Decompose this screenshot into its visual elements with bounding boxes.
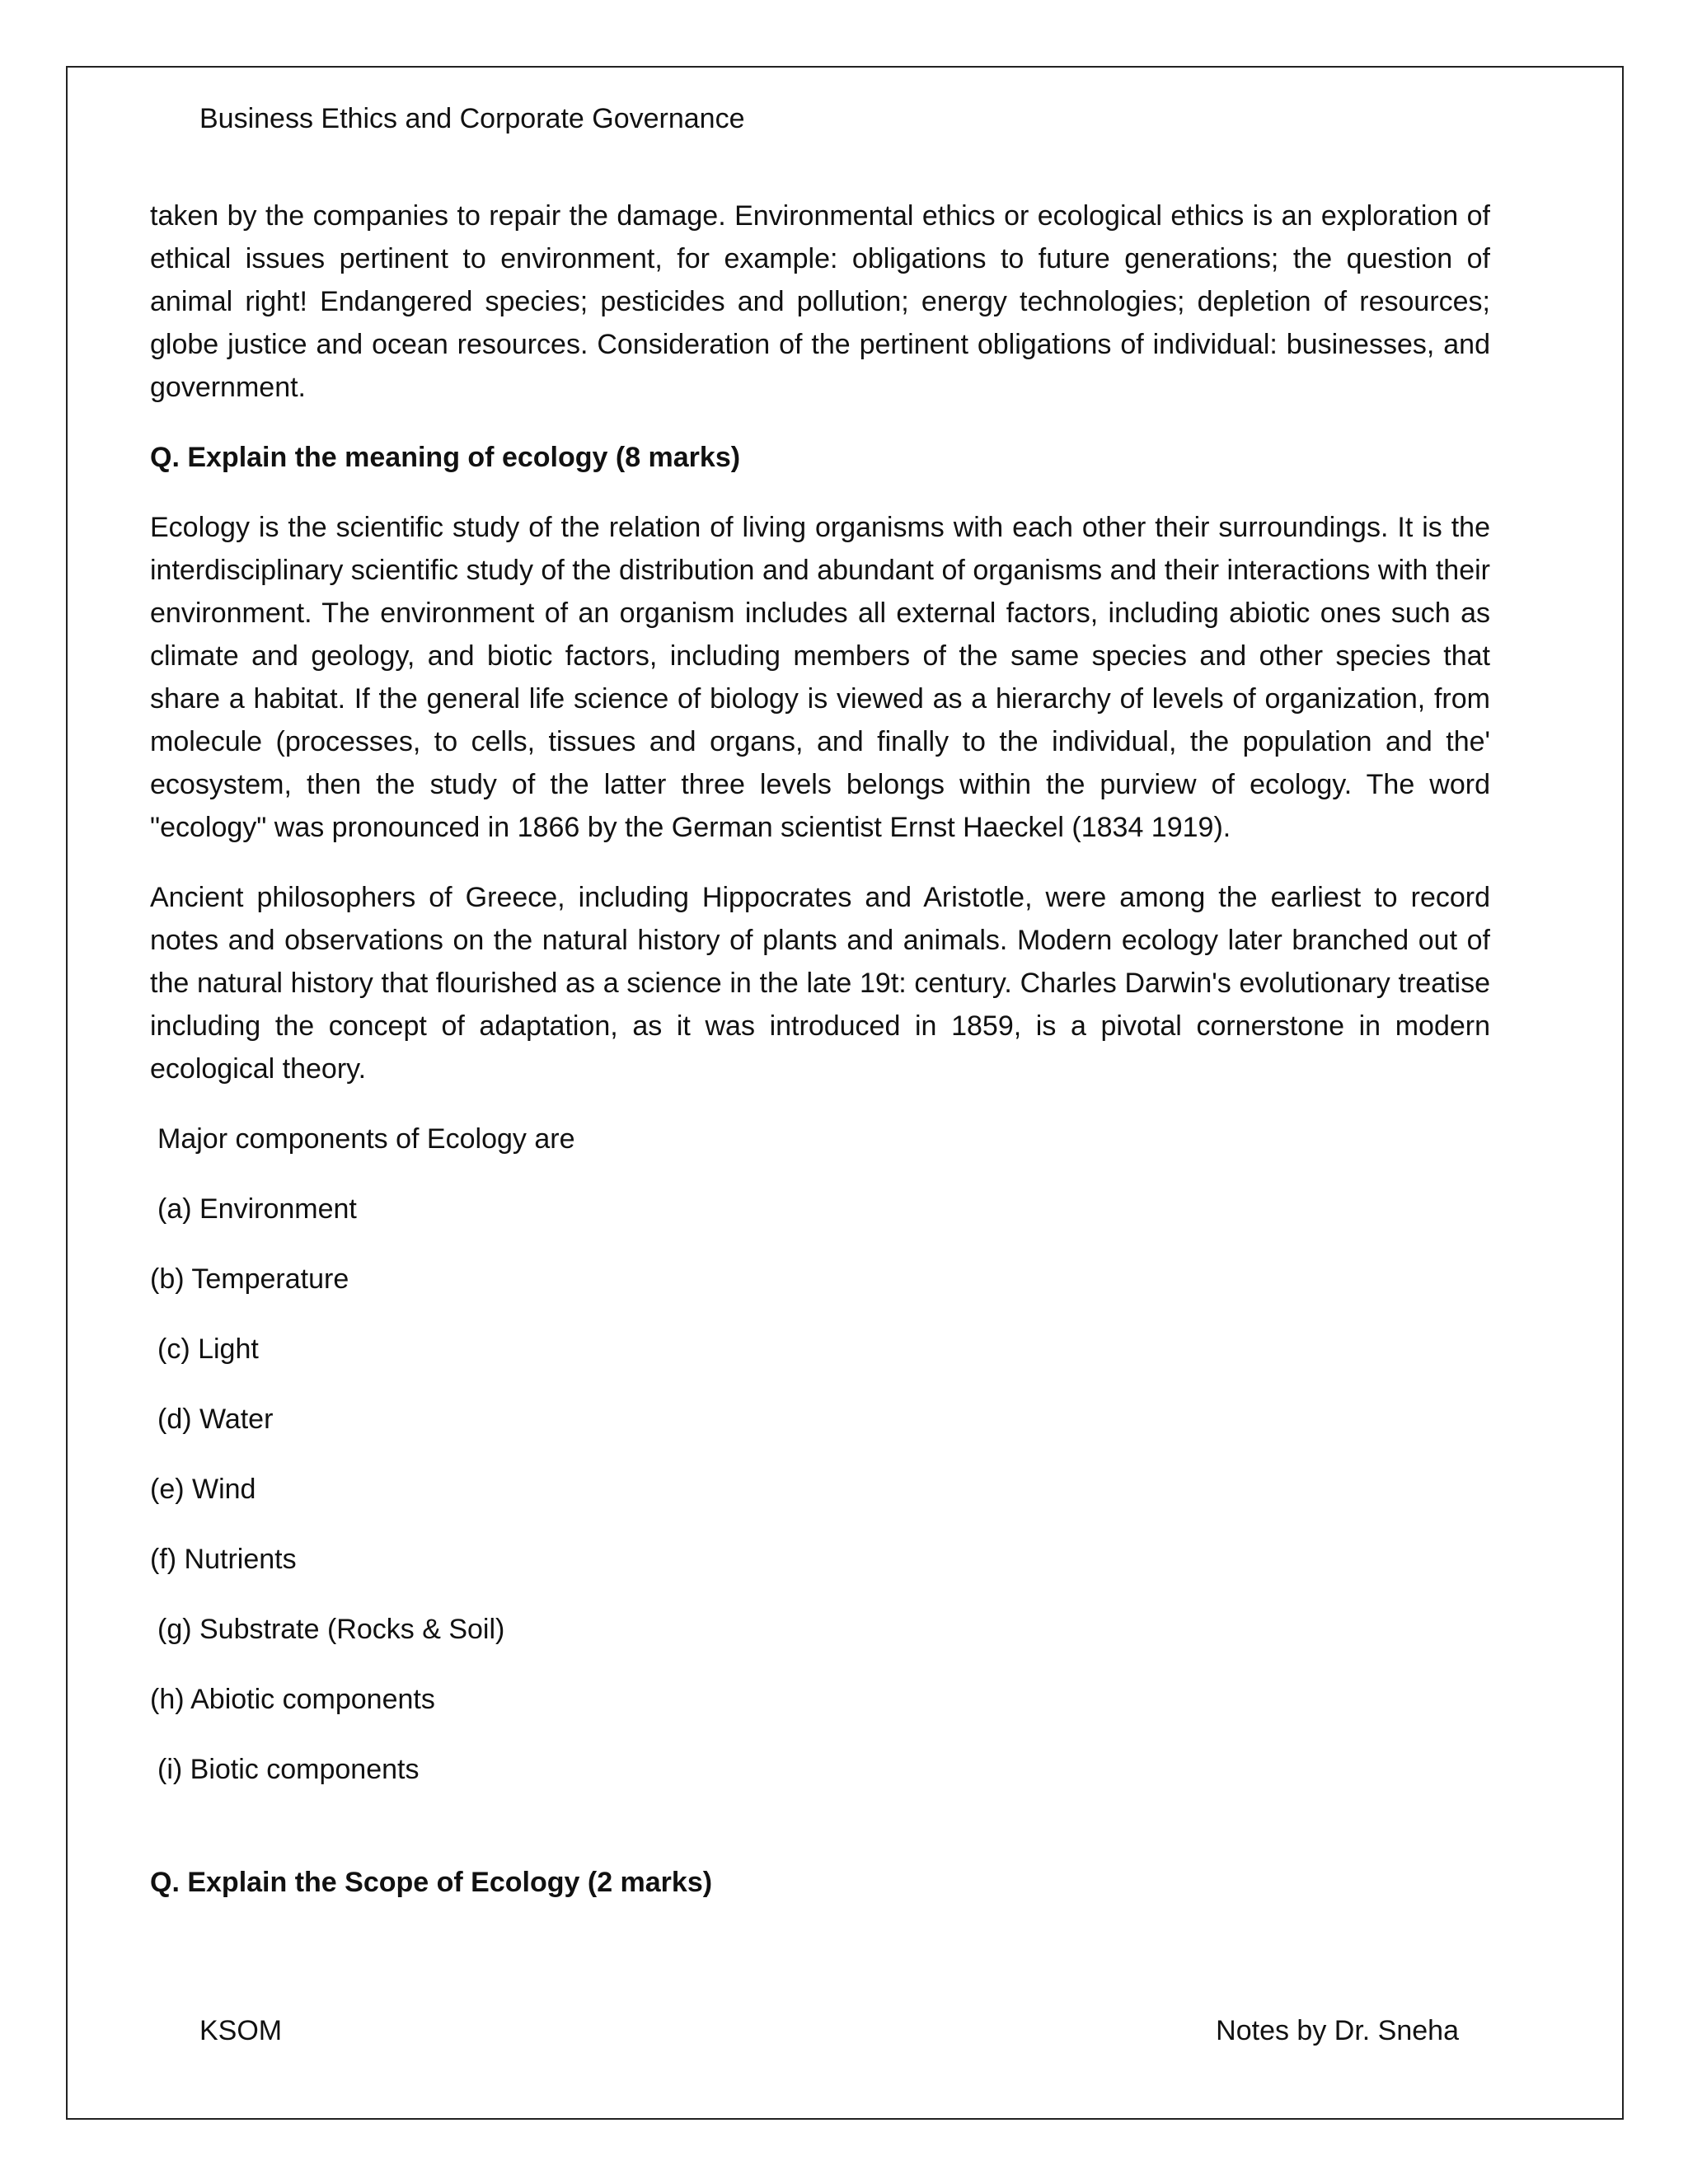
list-item: (i) Biotic components [157, 1754, 420, 1785]
question-scope-of-ecology: Q. Explain the Scope of Ecology (2 marks) [150, 1867, 713, 1898]
footer-left-label: KSOM [199, 2015, 283, 2046]
question-meaning-of-ecology: Q. Explain the meaning of ecology (8 marks) [150, 442, 741, 473]
list-item: (a) Environment [157, 1193, 357, 1225]
list-item: (e) Wind [150, 1474, 256, 1505]
list-item: (h) Abiotic components [150, 1684, 435, 1715]
intro-paragraph: taken by the companies to repair the damage. Environmental ethics or ecological ethics is an exploration of ethical issues pertinent to environment, for example: obligations to future generations; the question of animal right! Endangered species; pesticides and pollution; energy technologies; depletion of resources; globe justice and ocean resources. Consideration of the pertinent obligations of individual: businesses, and government. [150, 200, 1490, 403]
list-item: (c) Light [157, 1333, 259, 1365]
ecology-definition-paragraph: Ecology is the scientific study of the relation of living organisms with each other their surroundings. It is the interdisciplinary scientific study of the distribution and abundant of organisms and their interactions with their environment. The environment of an organism includes all external factors, including abiotic ones such as climate and geology, and biotic factors, including members of the same species and other species that share a habitat. If the general life science of biology is viewed as a hierarchy of levels of organization, from molecule (processes, to cells, tissues and organs, and finally to the individual, the population and the' ecosystem, then the study of the latter three levels belongs within the purview of ecology. The word "ecology" was pronounced in 1866 by the German scientist Ernst Haeckel (1834 1919). [150, 512, 1490, 843]
list-item: (b) Temperature [150, 1263, 349, 1295]
page-header-title: Business Ethics and Corporate Governance [199, 103, 745, 134]
document-body [150, 194, 1490, 1931]
footer-right-label: Notes by Dr. Sneha [1216, 2015, 1459, 2046]
list-item: (g) Substrate (Rocks & Soil) [157, 1614, 505, 1645]
components-list [150, 1188, 1490, 1791]
components-intro: Major components of Ecology are [157, 1123, 575, 1155]
list-item: (f) Nutrients [150, 1544, 297, 1575]
ecology-history-paragraph: Ancient philosophers of Greece, including Hippocrates and Aristotle, were among the earliest to record notes and observations on the natural history of plants and animals. Modern ecology later branched out of the natural history that flourished as a science in the late 19t: century. Charles Darwin's evolutionary treatise including the concept of adaptation, as it was introduced in 1859, is a pivotal cornerstone in modern ecological theory. [150, 882, 1490, 1085]
list-item: (d) Water [157, 1404, 274, 1435]
